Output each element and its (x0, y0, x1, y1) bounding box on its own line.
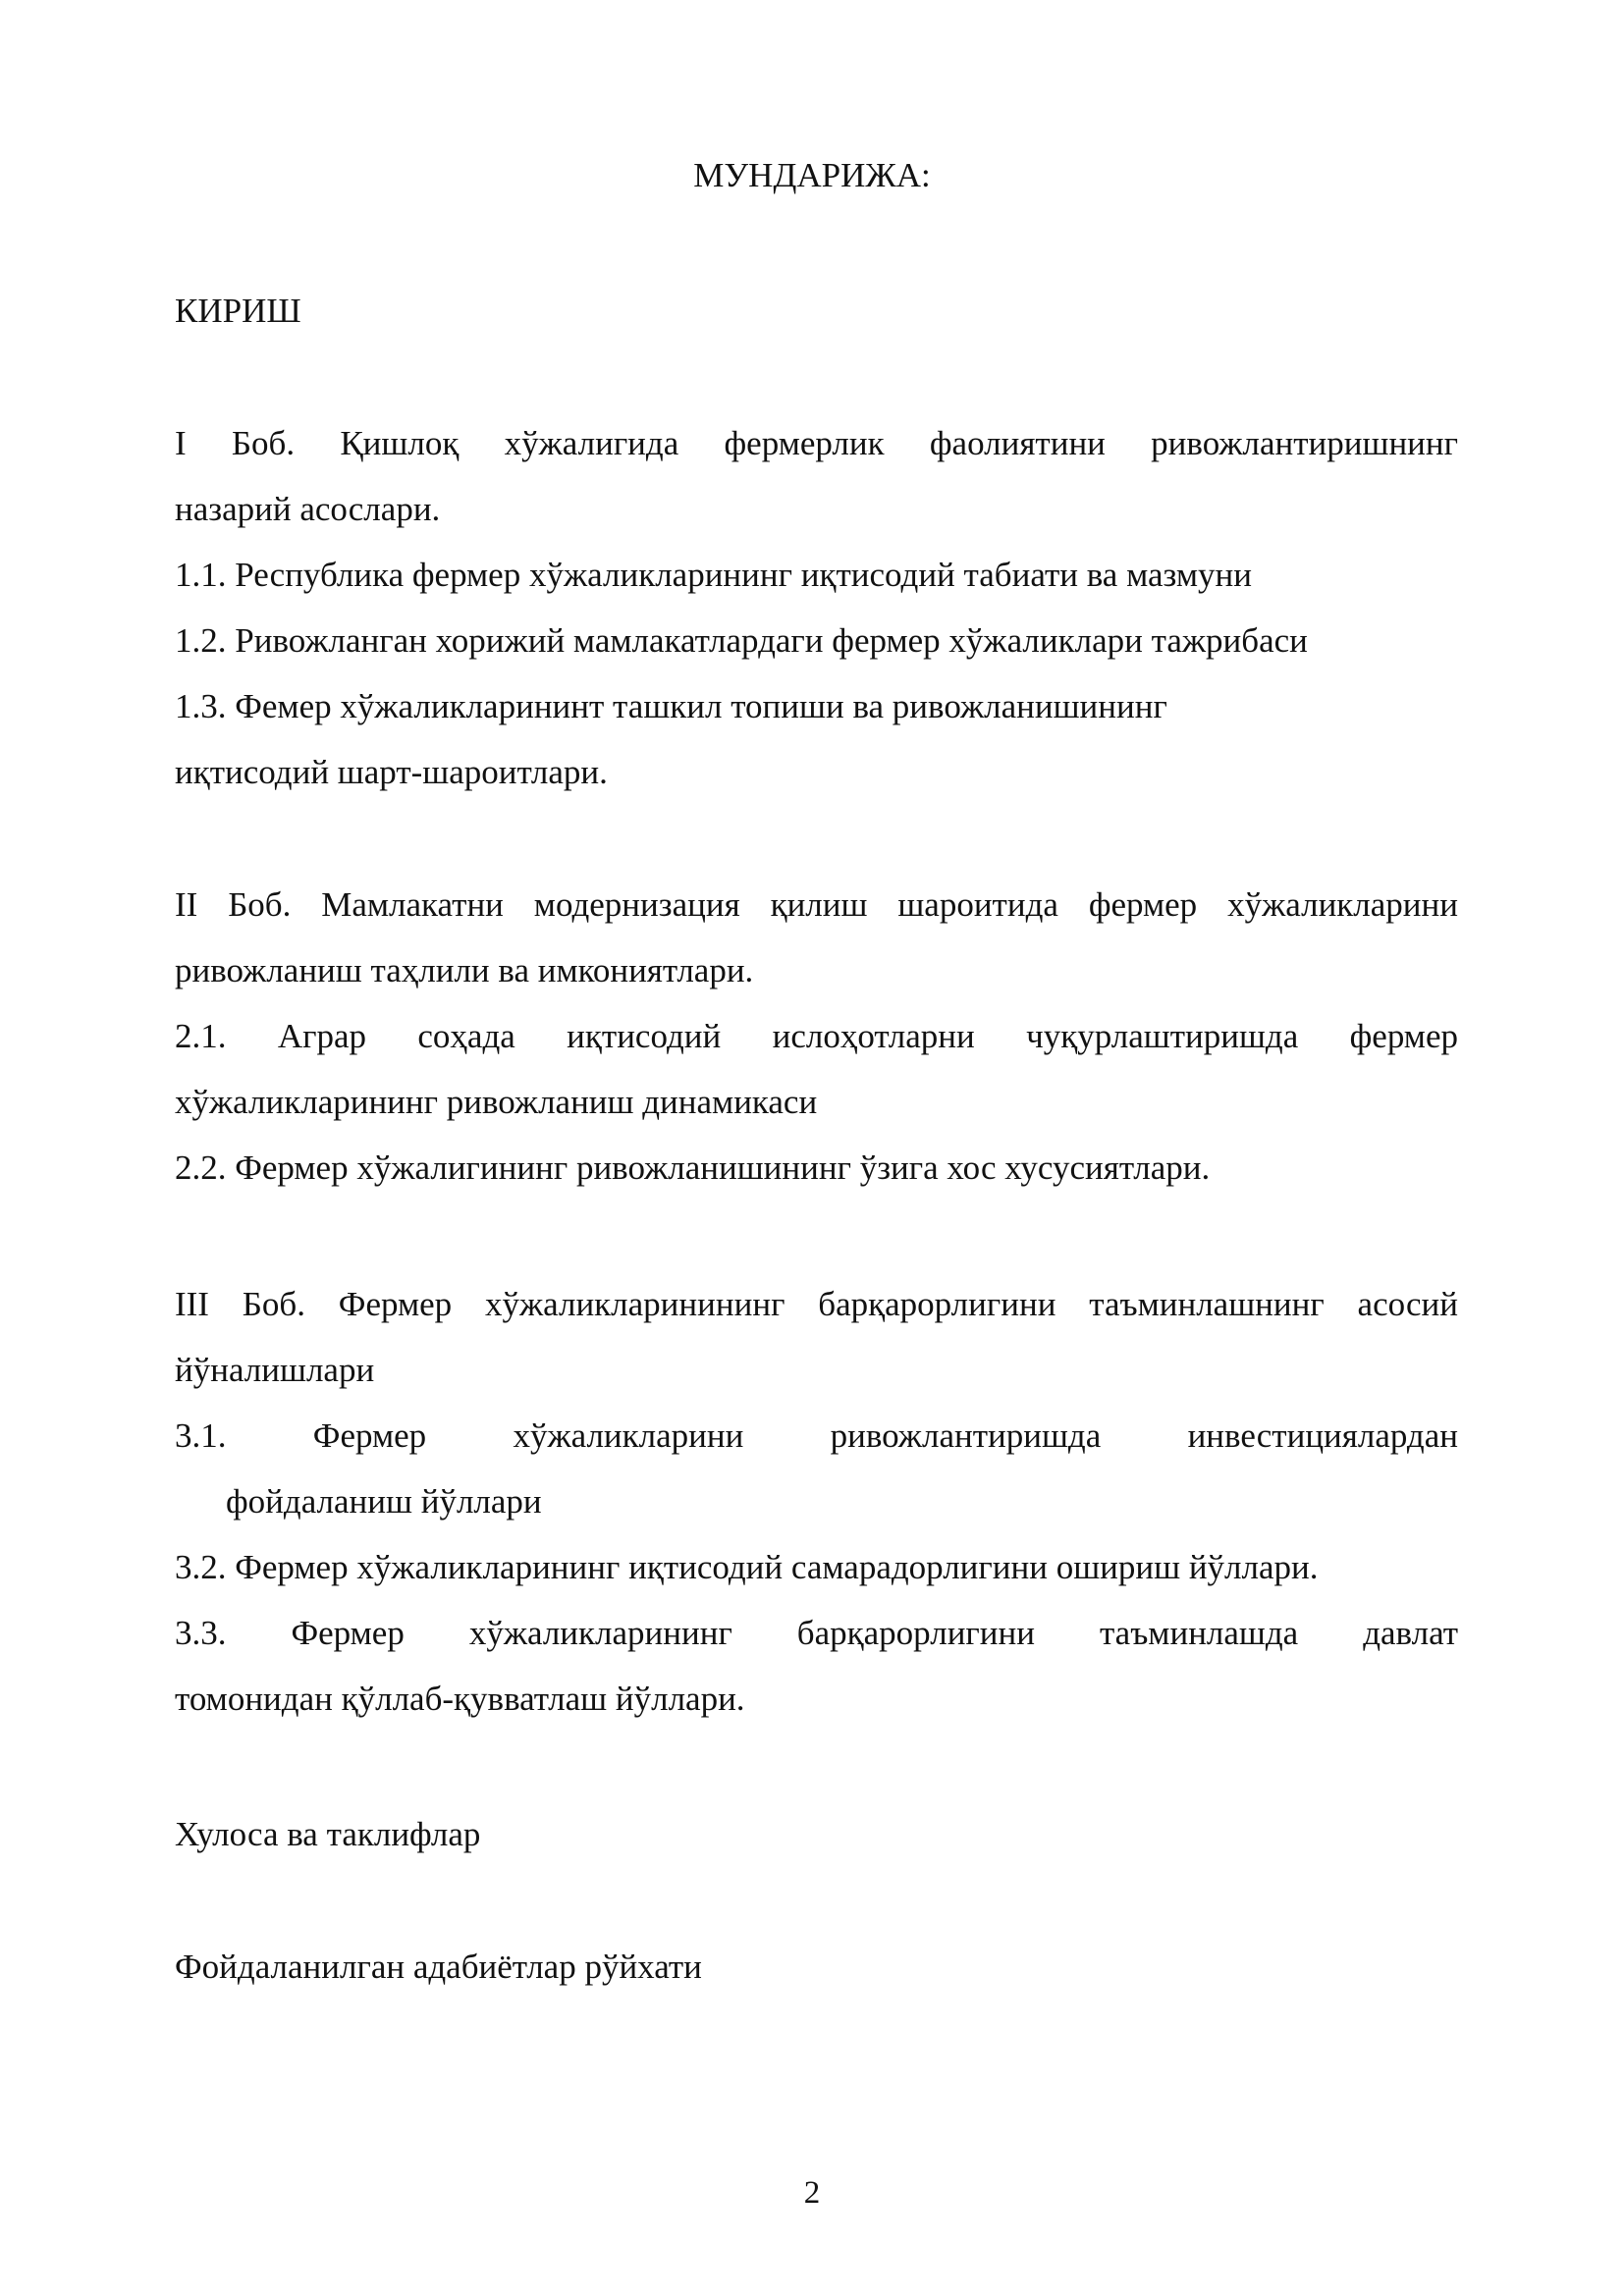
toc-entry-3-3-line-2: томонидан қўллаб-қувватлаш йўллари. (175, 1680, 745, 1718)
chapter-1-heading-line-2: назарий асослари. (175, 490, 441, 528)
toc-entry-intro: КИРИШ (175, 292, 301, 330)
chapter-1-heading-line-1: I Боб. Қишлоқ хўжалигида фермерлик фаолиятини ривожлантиришнинг (175, 424, 1458, 462)
toc-entry-1-3-line-1: 1.3. Фемер хўжаликларининт ташкил топиши ва ривожланишининг (175, 687, 1167, 725)
chapter-3-heading-line-1: III Боб. Фермер хўжаликларинининг барқарорлигини таъминлашнинг асосий (175, 1285, 1458, 1323)
toc-chapter-1 (175, 410, 1458, 805)
toc-entry-3-3-line-1: 3.3. Фермер хўжаликларининг барқарорлигини таъминлашда давлат (175, 1614, 1458, 1652)
toc-conclusion (175, 1801, 1458, 1867)
toc-intro (175, 278, 1458, 344)
toc-references (175, 1934, 1458, 2000)
toc-chapter-3 (175, 1271, 1458, 1732)
toc-entry-references: Фойдаланилган адабиётлар рўйхати (175, 1948, 702, 1986)
toc-entry-3-1-line-1: 3.1. Фермер хўжаликларини ривожлантиришда инвестициялардан (175, 1416, 1458, 1455)
toc-entry-1-3-line-2: иқтисодий шарт-шароитлари. (175, 753, 608, 791)
toc-entry-3-1-line-2: фойдаланиш йўллари (226, 1482, 542, 1521)
toc-entry-1-2: 1.2. Ривожланган хорижий мамлакатлардаги фермер хўжаликлари тажрибаси (175, 621, 1308, 660)
chapter-3-heading-line-2: йўналишлари (175, 1351, 375, 1389)
toc-entry-1-1: 1.1. Республика фермер хўжаликларининг иқтисодий табиати ва мазмуни (175, 556, 1252, 594)
toc-entry-2-1-line-2: хўжаликларининг ривожланиш динамикаси (175, 1083, 818, 1121)
page-title: МУНДАРИЖА: (693, 156, 931, 194)
toc-entry-2-2: 2.2. Фермер хўжалигининг ривожланишининг ўзига хос хусусиятлари. (175, 1148, 1211, 1187)
toc-entry-3-2: 3.2. Фермер хўжаликларининг иқтисодий самарадорлигини ошириш йўллари. (175, 1548, 1319, 1586)
page-number: 2 (803, 2175, 821, 2211)
toc-entry-2-1-line-1: 2.1. Аграр соҳада иқтисодий ислоҳотларни чуқурлаштиришда фермер (175, 1017, 1458, 1055)
chapter-2-heading-line-1: II Боб. Мамлакатни модернизация қилиш шароитида фермер хўжаликларини (175, 885, 1458, 924)
toc-chapter-2 (175, 872, 1458, 1201)
toc-entry-conclusion: Хулоса ва таклифлар (175, 1815, 481, 1853)
chapter-2-heading-line-2: ривожланиш таҳлили ва имкониятлари. (175, 951, 754, 989)
